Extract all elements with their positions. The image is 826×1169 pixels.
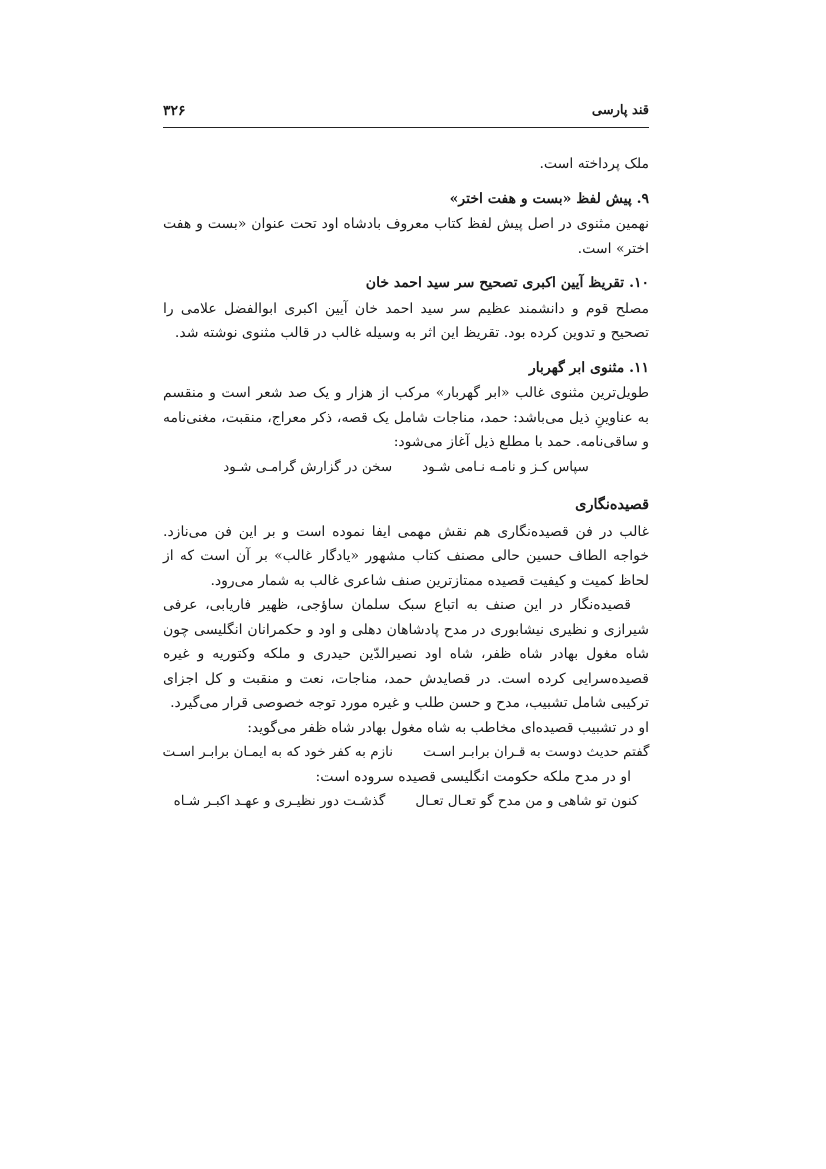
qasida-section-title: قصیده‌نگاری <box>575 496 649 513</box>
qasida-paragraph-4: او در مدح ملکه حکومت انگلیسی قصیده سروده است: <box>315 768 631 785</box>
section-9-text: نهمین مثنوی در اصل پیش لفظ کتاب معروف بادشاه اود تحت عنوان «بست و هفت اختر» است. <box>163 216 649 257</box>
verse-2 <box>163 740 649 765</box>
qasida-paragraph-1: غالب در فن قصیده‌نگاری هم نقش مهمی ایفا نموده است و بر این فن می‌نازد. خواجه الطاف حسین حالی مصنف کتاب مشهور «یادگار غالب» بر آن است که از لحاظ کمیت و کیفیت قصیده ممتازترین صنف شاعری غالب به شمار می‌رود. <box>163 523 649 589</box>
verse-3-left-hemistich: گذشـت دور نظیـری و عهـد اکبـر شـاه <box>173 793 386 809</box>
verse-1-right-hemistich: سپاس کـز و نامـه نـامی شـود <box>422 458 589 475</box>
verse-2-right-hemistich: گفتم حدیث دوست به قـران برابـر اسـت <box>422 744 650 760</box>
verse-3 <box>163 789 649 814</box>
section-9-title: ۹. پیش لفظ «بست و هفت اختر» <box>449 190 649 207</box>
qasida-paragraph-2: قصیده‌نگار در این صنف به اتباع سبک سلمان ساؤجی، ظهیر فاریابی، عرفی شیرازی و نظیری نیشابوری در مدح پادشاهان دهلی و اود و حکمرانان انگلیسی چون شاه مغول بهادر شاه ظفر، شاه اود نصیرالدّین حیدری و ملکه وکتوریه و غیره قصیده‌سرایی کرده است. در قصایدش حمد، مناجات، نعت و منقبت و کل اجزای ترکیبی شامل تشبیب، مدح و حسن طلب و غیره مورد توجه خصوصی قرار می‌گیرد. <box>163 597 650 711</box>
intro-paragraph: ملک پرداخته است. <box>539 156 649 172</box>
running-title: قند پارسی <box>591 103 649 118</box>
page-number: ۳۲۶ <box>163 103 186 119</box>
page-header <box>163 101 649 128</box>
verse-2-left-hemistich: نازم به کفر خود که به ایمـان برابـر اسـت <box>162 744 393 760</box>
section-10-text: مصلح قوم و دانشمند عظیم سر سید احمد خان آیین اکبری ابوالفضل علامی را تصحیح و تدوین کرده بود. تقریظ این اثر به وسیله غالب در قالب مثنوی نوشته شد. <box>163 300 649 341</box>
section-11-text: طویل‌ترین مثنوی غالب «ابر گهربار» مرکب از هزار و یک صد شعر است و منقسم به عناوینِ ذیل می‌باشد: حمد، مناجات شامل یک قصه، ذکر معراج، منقبت، مغنی‌نامه و ساقی‌نامه. حمد با مطلع ذیل آغاز می‌شود: <box>163 385 649 450</box>
verse-1 <box>163 455 649 480</box>
page-content <box>163 152 649 814</box>
section-10-title: ۱۰. تقریظ آیین اکبری تصحیح سر سید احمد خان <box>365 275 649 291</box>
verse-1-left-hemistich: سخن در گزارش گرامـی شـود <box>223 458 393 475</box>
qasida-paragraph-3: او در تشبیب قصیده‌ای مخاطب به شاه مغول بهادر شاه ظفر می‌گوید: <box>247 719 649 736</box>
verse-3-right-hemistich: کنون تو شاهی و من مدح گو تعـال تعـال <box>415 793 639 809</box>
section-11-title: ۱۱. مثنوی ابر گهربار <box>529 359 649 376</box>
